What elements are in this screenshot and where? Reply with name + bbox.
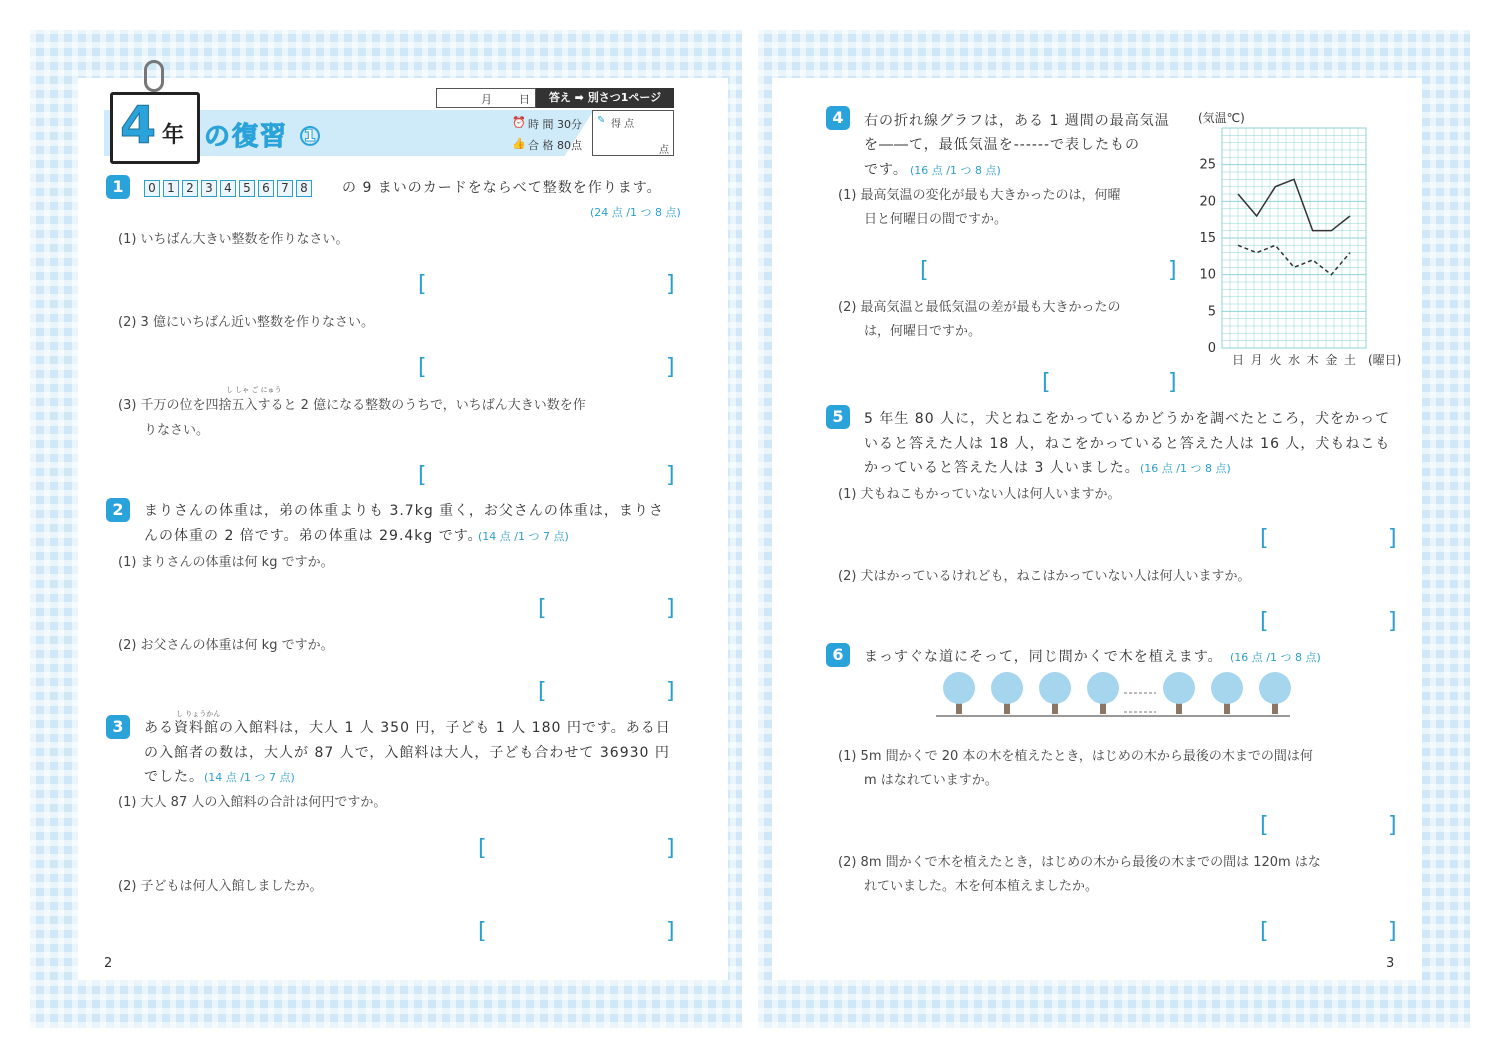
answer-bracket-open: [: [1260, 919, 1269, 944]
answer-bracket-close: ]: [1388, 919, 1397, 944]
tree-icon: [1211, 672, 1243, 714]
ruby-text: し しゃ ご にゅう: [226, 386, 282, 394]
question-number: 1: [106, 175, 130, 199]
answer-bracket-open: [: [418, 272, 427, 297]
question-number: 6: [826, 643, 850, 667]
answer-bracket-open: [: [920, 258, 929, 283]
card-row: [144, 177, 315, 197]
score-unit: 点: [659, 145, 669, 156]
points-label: (24 点 /1 つ 8 点): [590, 206, 681, 219]
x-tick-label: 月: [1250, 353, 1263, 367]
x-tick-label: 火: [1269, 353, 1282, 367]
tree-icon: [1039, 672, 1071, 714]
sub-question: (1) 大人 87 人の入館料の合計は何円ですか。: [118, 795, 387, 810]
question-stem: んの体重の 2 倍です。弟の体重は 29.4kg です。: [144, 528, 483, 544]
x-tick-label: 水: [1287, 353, 1301, 367]
pass-mark: 合 格 80点: [528, 139, 582, 152]
page-number: 2: [104, 956, 113, 971]
sub-question-cont: れていました。木を何本植えましたか。: [864, 879, 1099, 894]
answer-bracket-close: ]: [666, 836, 675, 861]
pencil-icon: ✎: [597, 115, 606, 126]
answer-bracket-open: [: [418, 463, 427, 488]
answer-bracket-close: ]: [1388, 813, 1397, 838]
answer-bracket-open: [: [1042, 370, 1051, 395]
answer-bracket-open: [: [1260, 609, 1269, 634]
tree-icon: [943, 672, 975, 714]
question-stem: の入館者の数は，大人が 87 人で，入館料は大人，子ども合わせて 36930 円: [144, 745, 670, 761]
answer-bracket-open: [: [538, 596, 547, 621]
sub-question-cont: m はなれていますか。: [864, 773, 998, 788]
clock-icon: ⏰: [512, 116, 526, 129]
answer-reference: 答え ➡ 別さつ1ページ: [536, 88, 674, 108]
x-tick-label: 木: [1306, 353, 1319, 367]
answer-bracket-close: ]: [1168, 258, 1177, 283]
answer-bracket-open: [: [478, 836, 487, 861]
sub-question: (1) いちばん大きい整数を作りなさい。: [118, 232, 349, 247]
month-label: 月: [481, 93, 492, 106]
answer-bracket-close: ]: [666, 596, 675, 621]
sub-question: (1) まりさんの体重は何 kg ですか。: [118, 555, 334, 570]
answer-bracket-close: ]: [1168, 370, 1177, 395]
tree-icon: [1087, 672, 1119, 714]
ruby-text: し りょうかん: [176, 710, 221, 718]
sub-question: (2) 子どもは何人入館しましたか。: [118, 879, 323, 894]
question-number: 4: [826, 106, 850, 130]
y-tick-label: 10: [1199, 267, 1216, 283]
time-limit: 時 間 30分: [528, 118, 582, 131]
answer-bracket-close: ]: [666, 355, 675, 380]
tree-icon: [1163, 672, 1195, 714]
points-label: (14 点 /1 つ 7 点): [204, 771, 295, 784]
number-card: 0: [144, 180, 160, 197]
answer-bracket-open: [: [538, 679, 547, 704]
points-label: (16 点 /1 つ 8 点): [1140, 462, 1231, 475]
question-number: 5: [826, 405, 850, 429]
points-label: (14 点 /1 つ 7 点): [478, 530, 569, 543]
number-card: 6: [258, 180, 274, 197]
sub-question: (1) 犬もねこもかっていない人は何人いますか。: [838, 487, 1121, 502]
sub-question-cont: 日と何曜日の間ですか。: [864, 212, 1008, 227]
number-card: 8: [296, 180, 312, 197]
question-stem: いると答えた人は 18 人，ねこをかっていると答えた人は 16 人，犬もねこも: [864, 436, 1391, 452]
answer-bracket-close: ]: [1388, 609, 1397, 634]
clip-icon: [144, 60, 164, 92]
y-tick-label: 5: [1207, 304, 1216, 320]
sub-question: (2) 犬はかっているけれども，ねこはかっていない人は何人いますか。: [838, 569, 1251, 584]
number-card: 3: [201, 180, 217, 197]
page-number: 3: [1386, 956, 1395, 971]
score-field[interactable]: [592, 110, 674, 156]
sub-question: (2) 3 億にいちばん近い整数を作りなさい。: [118, 315, 374, 330]
answer-bracket-close: ]: [666, 919, 675, 944]
x-tick-label: 日: [1231, 353, 1245, 367]
tree-icon: [1259, 672, 1291, 714]
question-stem: でした。: [144, 769, 204, 785]
sub-question: (1) 最高気温の変化が最も大きかったのは，何曜: [838, 188, 1121, 203]
x-tick-label: 金: [1325, 353, 1338, 367]
answer-bracket-close: ]: [1388, 526, 1397, 551]
number-card: 4: [220, 180, 236, 197]
answer-bracket-close: ]: [666, 272, 675, 297]
points-label: (16 点 /1 つ 8 点): [1230, 651, 1321, 664]
thumb-icon: 👍: [512, 137, 526, 150]
x-axis-label: (曜日): [1368, 353, 1402, 367]
sub-question: (1) 5m 間かくで 20 本の木を植えたとき，はじめの木から最後の木までの間は何: [838, 749, 1313, 764]
answer-bracket-open: [: [478, 919, 487, 944]
question-stem: を――て，最低気温を------で表したもの: [864, 137, 1141, 153]
tree-illustration: [936, 668, 1296, 722]
answer-bracket-open: [: [418, 355, 427, 380]
question-number: 3: [106, 715, 130, 739]
sub-question-cont: は，何曜日ですか。: [864, 324, 982, 339]
question-stem: の 9 まいのカードをならべて整数を作ります。: [342, 180, 662, 196]
y-tick-label: 20: [1199, 194, 1216, 210]
question-stem: です。: [864, 162, 908, 178]
score-label: 得 点: [611, 119, 635, 130]
answer-bracket-open: [: [1260, 526, 1269, 551]
time-info: [508, 110, 592, 156]
question-stem: 5 年生 80 人に，犬とねこをかっているかどうかを調べたところ，犬をかって: [864, 411, 1391, 427]
sub-question: (2) 8m 間かくで木を植えたとき，はじめの木から最後の木までの間は 120m はな: [838, 855, 1321, 870]
question-stem: まりさんの体重は，弟の体重よりも 3.7kg 重く，お父さんの体重は，まりさ: [144, 503, 664, 519]
number-card: 7: [277, 180, 293, 197]
x-tick-label: 土: [1343, 353, 1357, 367]
question-stem: まっすぐな道にそって，同じ間かくで木を植えます。: [864, 649, 1223, 665]
sub-question-cont: りなさい。: [144, 423, 210, 438]
answer-bracket-close: ]: [666, 679, 675, 704]
question-stem: 右の折れ線グラフは，ある 1 週間の最高気温: [864, 113, 1170, 129]
sub-question: (3) 千万の位を四捨五入すると 2 億になる整数のうちで，いちばん大きい数を作: [118, 398, 586, 413]
y-tick-label: 0: [1207, 341, 1216, 356]
day-label: 日: [519, 93, 530, 106]
answer-bracket-open: [: [1260, 813, 1269, 838]
number-card: 1: [163, 180, 179, 197]
page-title: の復習 ①: [204, 122, 324, 152]
tree-icon: [991, 672, 1023, 714]
y-axis-label: (気温℃): [1198, 111, 1245, 125]
question-number: 2: [106, 498, 130, 522]
points-label: (16 点 /1 つ 8 点): [910, 164, 1001, 177]
sub-question: (2) 最高気温と最低気温の差が最も大きかったの: [838, 300, 1121, 315]
number-card: 2: [182, 180, 198, 197]
grade-suffix: 年: [162, 123, 185, 148]
grade-number: 4: [120, 96, 157, 156]
number-card: 5: [239, 180, 255, 197]
answer-bracket-close: ]: [666, 463, 675, 488]
sub-question: (2) お父さんの体重は何 kg ですか。: [118, 638, 334, 653]
y-tick-label: 15: [1199, 231, 1216, 246]
date-field[interactable]: [436, 88, 536, 108]
question-stem: ある資料館の入館料は，大人 1 人 350 円，子ども 1 人 180 円です。ある日: [144, 720, 671, 736]
temperature-line-chart: [1190, 108, 1410, 378]
y-tick-label: 25: [1199, 157, 1216, 173]
question-stem: かっていると答えた人は 3 人いました。: [864, 460, 1140, 476]
